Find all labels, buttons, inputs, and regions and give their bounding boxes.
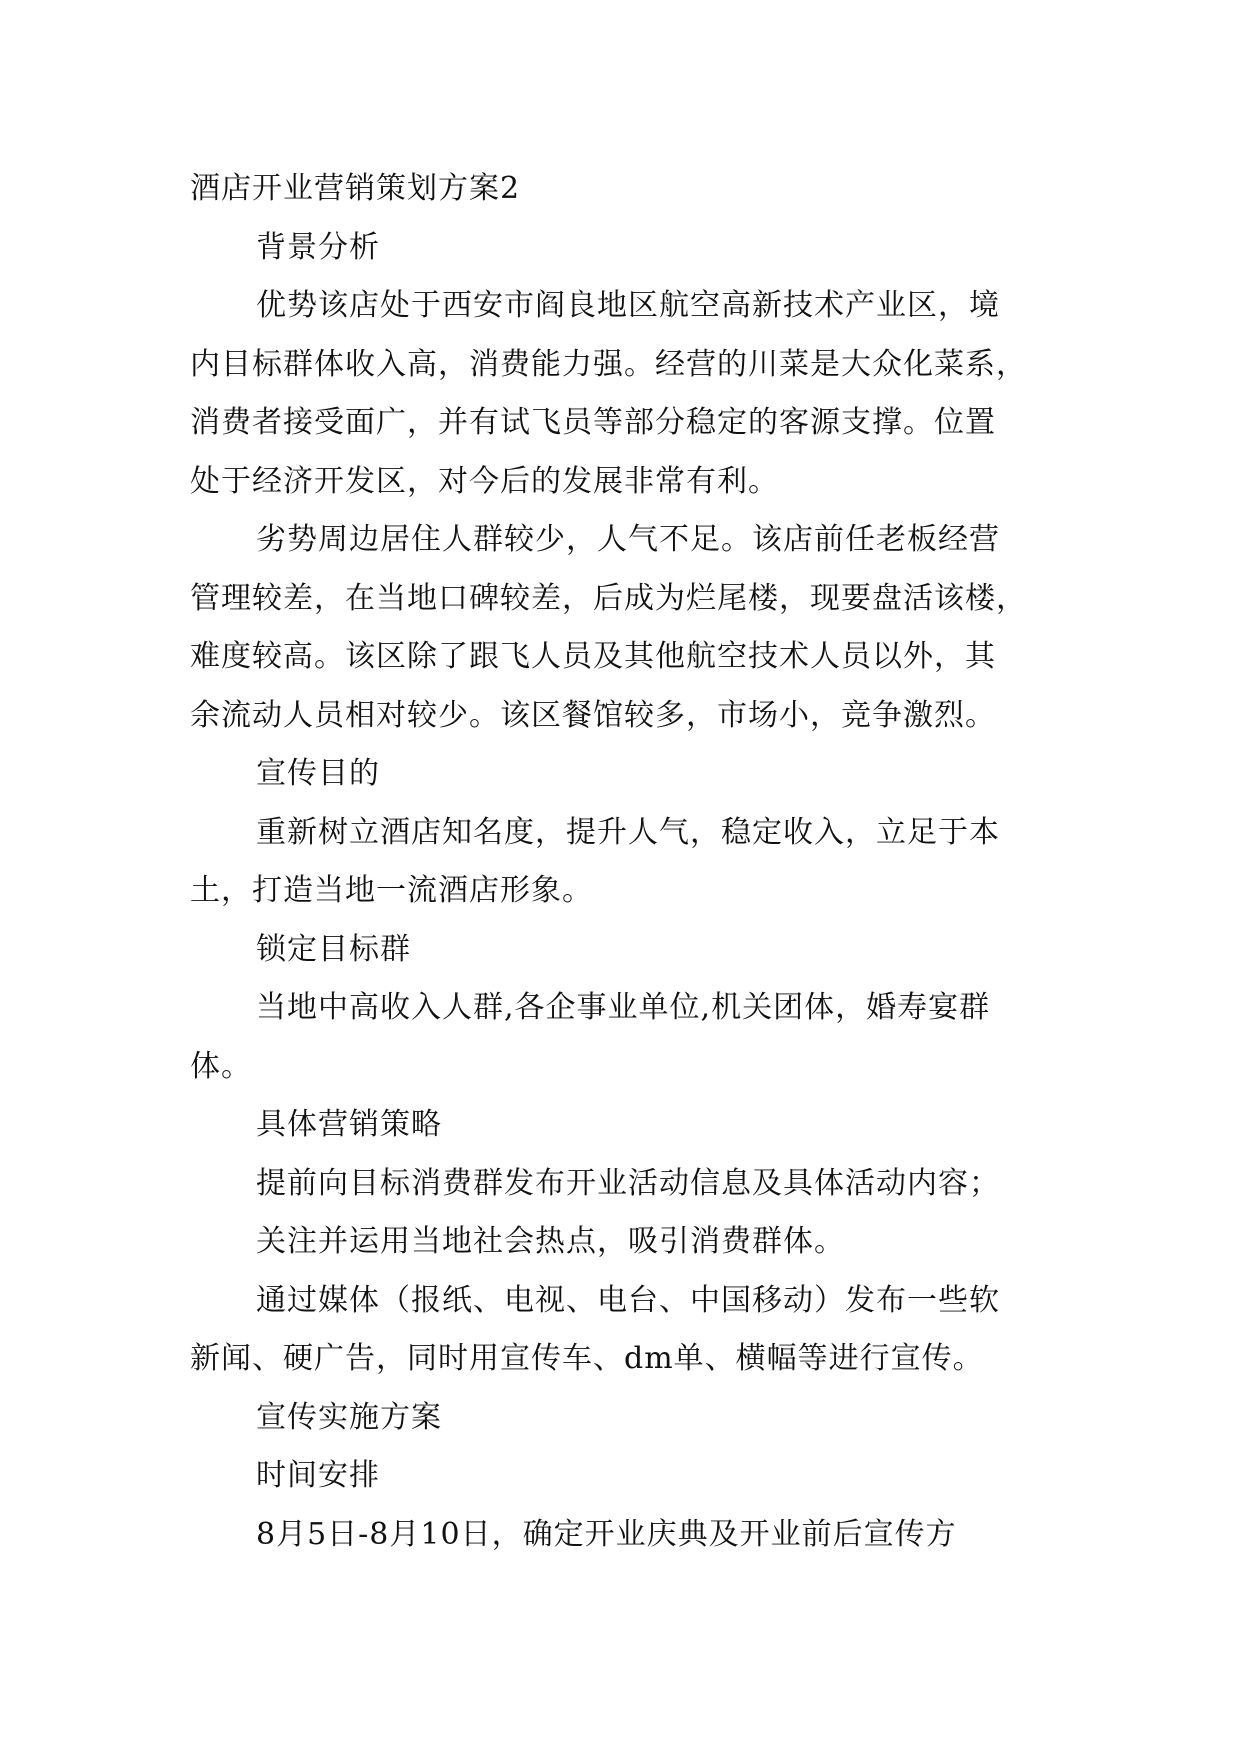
paragraph-line: 余流动人员相对较少。该区餐馆较多，市场小，竞争激烈。 — [190, 697, 996, 733]
heading-target-group: 锁定目标群 — [256, 931, 411, 967]
paragraph-line: 通过媒体（报纸、电视、电台、中国移动）发布一些软 — [256, 1282, 1000, 1318]
paragraph-line: 处于经济开发区，对今后的发展非常有利。 — [190, 463, 779, 499]
paragraph-line: 管理较差，在当地口碑较差，后成为烂尾楼，现要盘活该楼， — [190, 580, 1027, 616]
heading-implementation-plan: 宣传实施方案 — [256, 1399, 442, 1435]
paragraph-line: 关注并运用当地社会热点，吸引消费群体。 — [256, 1224, 845, 1259]
paragraph-line: 8月5日-8月10日，确定开业庆典及开业前后宣传方 — [256, 1516, 957, 1552]
paragraph-line: 新闻、硬广告，同时用宣传车、dm单、横幅等进行宣传。 — [190, 1341, 984, 1376]
paragraph-line: 提前向目标消费群发布开业活动信息及具体活动内容； — [256, 1165, 1000, 1201]
paragraph-line: 体。 — [190, 1048, 252, 1084]
paragraph-line: 难度较高。该区除了跟飞人员及其他航空技术人员以外，其 — [190, 639, 996, 674]
paragraph-line: 当地中高收入人群,各企事业单位,机关团体，婚寿宴群 — [256, 990, 991, 1025]
heading-promotion-purpose: 宣传目的 — [256, 756, 380, 791]
heading-background-analysis: 背景分析 — [256, 229, 380, 265]
paragraph-line: 消费者接受面广，并有试飞员等部分稳定的客源支撑。位置 — [190, 405, 996, 440]
paragraph-line: 劣势周边居住人群较少，人气不足。该店前任老板经营 — [256, 522, 1000, 557]
paragraph-line: 优势该店处于西安市阎良地区航空高新技术产业区，境 — [256, 288, 1000, 323]
paragraph-line: 重新树立酒店知名度，提升人气，稳定收入，立足于本 — [256, 814, 1000, 850]
paragraph-line: 内目标群体收入高，消费能力强。经营的川菜是大众化菜系， — [190, 346, 1027, 382]
document-title: 酒店开业营销策划方案2 — [190, 171, 521, 206]
document-body — [190, 160, 1060, 1564]
heading-marketing-strategy: 具体营销策略 — [256, 1107, 442, 1142]
paragraph-line: 土，打造当地一流酒店形象。 — [190, 873, 593, 908]
heading-schedule: 时间安排 — [256, 1458, 380, 1493]
